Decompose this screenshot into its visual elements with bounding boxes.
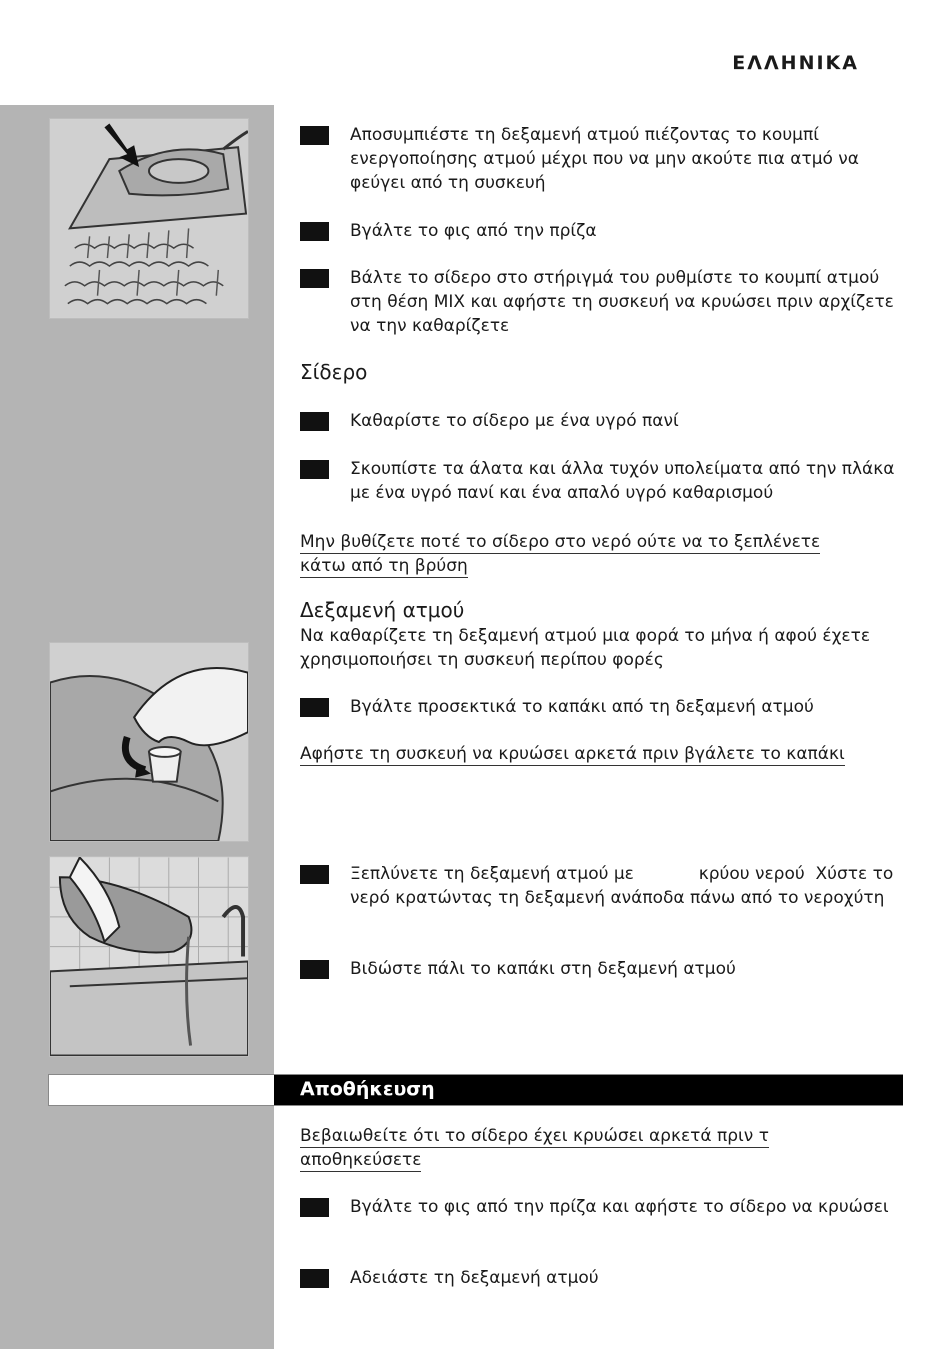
step-clean-soleplate (300, 457, 910, 505)
step-text: Βγάλτε προσεκτικά το καπάκι από τη δεξαμενή ατμού (350, 697, 814, 717)
cap-removal-drawing (50, 643, 248, 841)
storage-section-bar (274, 1075, 903, 1105)
step-remove-cap (300, 695, 910, 719)
tank-rinse-drawing (50, 857, 248, 1056)
step-wipe-iron (300, 409, 910, 433)
tank-warning (300, 742, 900, 766)
warning-text: Βεβαιωθείτε ότι το σίδερο έχει κρυώσει αρκετά πριν τ αποθηκεύσετε (300, 1126, 769, 1170)
storage-warning (300, 1124, 820, 1172)
tank-intro: Να καθαρίζετε τη δεξαμενή ατμού μια φορά το μήνα ή αφού έχετε χρησιμοποιήσει τη συσκευή περίπου φορές (300, 626, 871, 670)
step-text: Σκουπίστε τα άλατα και άλλα τυχόν υπολείματα από την πλάκα με ένα υγρό πανί και ένα απαλό υγρό καθαρισμού (350, 459, 895, 503)
warning-text: Αφήστε τη συσκευή να κρυώσει αρκετά πριν βγάλετε το καπάκι (300, 744, 845, 764)
step-text: Βγάλτε το φις από την πρίζα και αφήστε το σίδερο να κρυώσει (350, 1197, 889, 1217)
step-text: Αποσυμπιέστε τη δεξαμενή ατμού πιέζοντας το κουμπί ενεργοποίησης ατμού μέχρι που να μην ακούτε πια ατμό να φεύγει από τη συσκευή (350, 125, 860, 193)
step-refit-cap (300, 957, 910, 981)
step-text: Καθαρίστε το σίδερο με ένα υγρό πανί (350, 411, 679, 431)
language-header: ΕΛΛΗΝΙΚΑ (732, 52, 859, 74)
step-text: Βιδώστε πάλι το καπάκι στη δεξαμενή ατμού (350, 959, 736, 979)
step-marker (300, 960, 329, 979)
step-marker (300, 126, 329, 145)
step-text: Ξεπλύνετε τη δεξαμενή ατμού με κρύου νερού Χύστε το νερό κρατώντας τη δεξαμενή ανάποδα πάνω από το νεροχύτη (350, 864, 899, 908)
iron-section-heading: Σίδερο (300, 360, 368, 384)
step-unplug-cool (300, 1195, 910, 1219)
cap-removal-illustration (49, 642, 249, 842)
step-marker (300, 1269, 329, 1288)
step-marker (300, 269, 329, 288)
storage-section-title: Αποθήκευση (300, 1078, 435, 1100)
step-marker (300, 412, 329, 431)
step-cool-down (300, 266, 910, 338)
step-empty-tank (300, 1266, 910, 1290)
iron-steam-illustration (49, 118, 249, 319)
step-marker (300, 222, 329, 241)
step-marker (300, 460, 329, 479)
step-marker (300, 698, 329, 717)
warning-text: Μην βυθίζετε ποτέ το σίδερο στο νερό ούτε να το ξεπλένετε κάτω από τη βρύση (300, 532, 821, 576)
tank-rinse-illustration (49, 856, 249, 1057)
step-text: Βάλτε το σίδερο στο στήριγμά του ρυθμίστε το κουμπί ατμού στη θέση MIX και αφήστε τη συσκευή να κρυώσει πριν αρχίζετε να την καθαρίζετε (350, 268, 894, 336)
tank-section-heading: Δεξαμενή ατμού (300, 598, 465, 622)
step-depressurize (300, 123, 910, 195)
iron-warning (300, 530, 860, 578)
step-rinse-tank (300, 862, 910, 910)
step-marker (300, 1198, 329, 1217)
iron-steam-drawing (50, 119, 248, 318)
step-marker (300, 865, 329, 884)
step-unplug (300, 219, 910, 243)
step-text: Αδειάστε τη δεξαμενή ατμού (350, 1268, 599, 1288)
step-text: Βγάλτε το φις από την πρίζα (350, 221, 597, 241)
